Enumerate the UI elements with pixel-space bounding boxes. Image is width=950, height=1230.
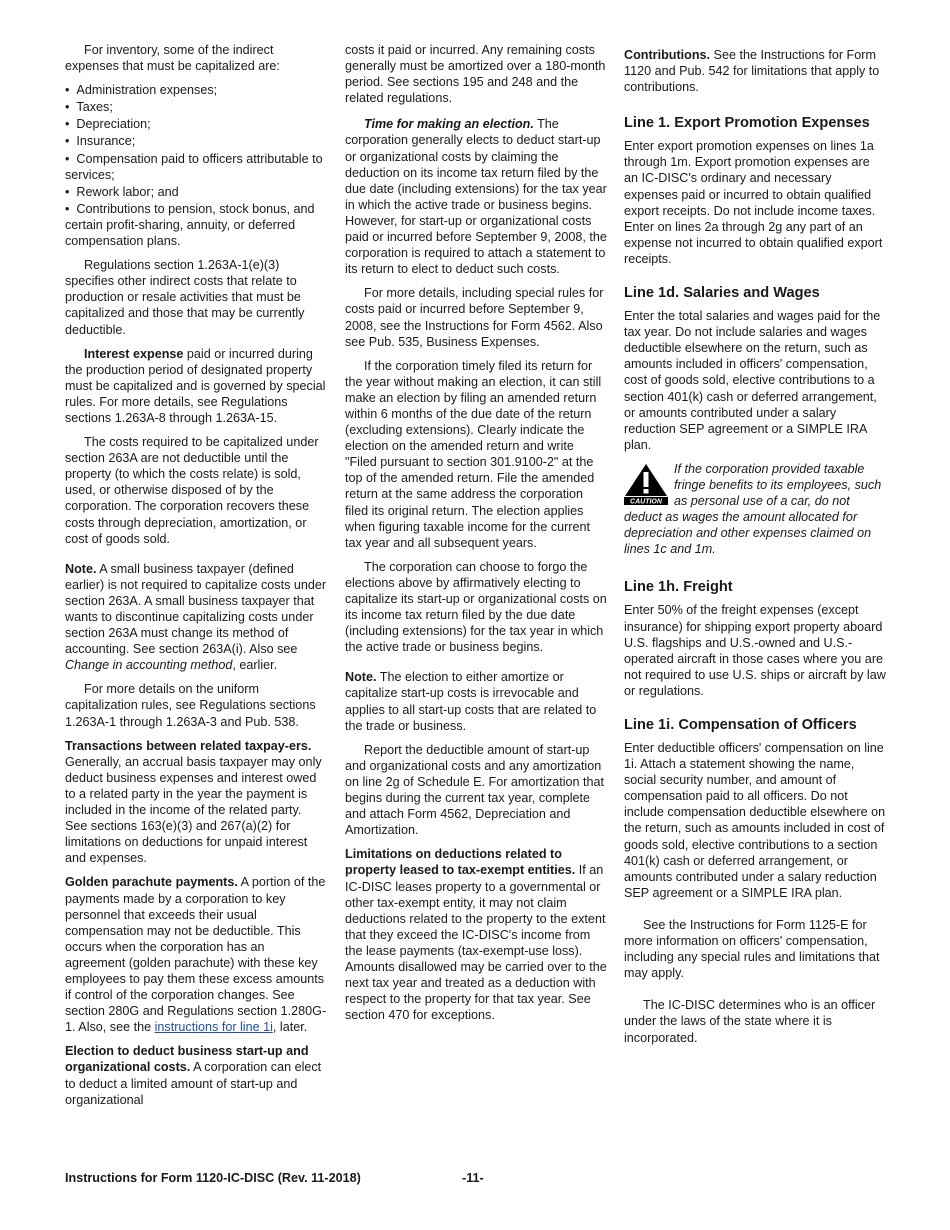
- column-2: [345, 42, 607, 1031]
- paragraph: [65, 1043, 327, 1107]
- paragraph: For inventory, some of the indirect expenses that must be capitalized are:: [65, 43, 280, 74]
- paragraph-text: Generally, an accrual basis taxpayer may only deduct business expenses and interest owed to a related party in the year the payment is included in the income of the related party. See sections 163(e)(3) and 267(a)(2) for limitations on deductions for unpaid interest and expenses.: [65, 754, 322, 866]
- paragraph: Enter the total salaries and wages paid for the tax year. Do not include salaries and wages deductible elsewhere on the return, such as amounts included in officers' compensation, cost of goods sold, elective contributions to a section 401(k) cash or deferred arrangement, or amounts contributed under a salary reduction SEP agreement or a SIMPLE IRA plan.: [624, 309, 881, 452]
- paragraph: [65, 874, 327, 1035]
- note-text: The election to either amortize or capitalize start-up costs is irrevocable and applies to all start-up costs that are related to the trade or business.: [345, 670, 597, 733]
- paragraph-text: If an IC-DISC leases property to a governmental or other tax-exempt entity, it may not claim deductions related to the property to the extent that they exceed the IC-DISC's income from the lease payments (tax-exempt-use loss). Amounts disallowed may be carried over to the next tax year and treated as a deduction with respect to the property for that tax year. See section 470 for exceptions.: [345, 863, 607, 1023]
- section-heading: Line 1. Export Promotion Expenses: [624, 115, 870, 132]
- note: [345, 669, 607, 733]
- paragraph: For more details on the uniform capitalization rules, see Regulations sections 1.263A-1 through 1.263A-3 and Pub. 538.: [65, 682, 316, 729]
- page-number: -11-: [462, 1171, 484, 1185]
- paragraph-text: See the Instructions for Form 1120 and Pub. 542 for limitations that apply to contributions.: [624, 48, 880, 95]
- note-italic: Change in accounting method: [65, 658, 233, 673]
- caution-text: If the corporation provided taxable fringe benefits to its employees, such as personal use of a car, do not deduct as wages the amount allocated for depreciation and other expenses claimed on lines 1c and 1m.: [624, 461, 882, 557]
- note-label: Note.: [65, 561, 97, 576]
- run-in-heading: Time for making an election.: [364, 117, 534, 132]
- run-in-heading: Limitations on deductions related to property leased to tax-exempt entities.: [345, 847, 576, 878]
- caution-box: [624, 461, 886, 558]
- section-heading: Line 1i. Compensation of Officers: [624, 717, 857, 733]
- run-in-heading: Contributions.: [624, 48, 711, 62]
- paragraph: For more details, including special rules for costs paid or incurred before September 9, 2008, see the Instructions for Form 4562. Also see Pub. 535, Business Expenses.: [345, 286, 604, 349]
- caution-label: CAUTION: [630, 498, 662, 505]
- note-label: Note.: [345, 670, 377, 685]
- column-1: [65, 42, 327, 1116]
- paragraph-text-end: , later.: [272, 1020, 308, 1035]
- paragraph-text: The corporation generally elects to deduct start-up or organizational costs by claiming the deduction on its income tax return filed by the due date (including extensions) for the tax year in which the active trade or business begins. However, for start-up or organizational costs paid or incurred before September 9, 2008, the corporation is required to attach a statement to its return to elect to deduct such costs.: [345, 117, 607, 277]
- footer-title: Instructions for Form 1120-IC-DISC (Rev. 11-2018): [65, 1171, 361, 1185]
- paragraph: Enter deductible officers' compensation on line 1i. Attach a statement showing the name, social security number, and amount of compensation paid to all officers. Do not include compensation deductible elsewhere on the return, such as amounts included in cost of goods sold, elective contributions to a section 401(k) cash or deferred arrangement, or amounts contributed under a salary reduction SEP agreement or a SIMPLE IRA plan.: [624, 741, 886, 900]
- section-heading: Line 1h. Freight: [624, 579, 733, 596]
- section-heading: Line 1d. Salaries and Wages: [624, 285, 820, 302]
- column-3: [624, 42, 886, 1054]
- paragraph: [345, 116, 607, 277]
- paragraph: [345, 846, 607, 1023]
- run-in-heading: Golden parachute payments.: [65, 875, 238, 890]
- list-item: • Administration expenses;: [65, 82, 327, 98]
- paragraph: If the corporation timely filed its return for the year without making an election, it can still make an election by filing an amended return within 6 months of the due date of the return (excluding extensions). Clearly indicate the election on the amended return and write "Filed pursuant to section 301.9100-2" at the top of the amended return. File the amended return at the same address the corporation filed its original return. The election applies when figuring taxable income for the current tax year and all subsequent years.: [345, 358, 602, 550]
- list-item: • Compensation paid to officers attributable to services;: [65, 151, 327, 183]
- paragraph: [624, 47, 886, 95]
- paragraph: costs it paid or incurred. Any remaining costs generally must be amortized over a 180-month period. See sections 195 and 248 and the related regulations.: [345, 43, 606, 106]
- paragraph-text: paid or incurred during the production period of designated property must be capitalized and is governed by special rules. For more details, see Regulations sections 1.263A-8 through 1.263A-15.: [65, 346, 326, 425]
- paragraph: The corporation can choose to forgo the elections above by affirmatively electing to capitalize its start-up or organizational costs on its income tax return filed by the due date (including extensions) for the tax year in which the active trade or business begins.: [345, 559, 607, 655]
- paragraph: The costs required to be capitalized under section 263A are not deductible until the property (to which the costs relate) is sold, used, or otherwise disposed of by the corporation. The corporation recovers these costs through depreciation, amortization, or cost of goods sold.: [65, 435, 319, 546]
- paragraph: Regulations section 1.263A-1(e)(3) specifies other indirect costs that relate to production or resale activities that must be capitalized and those that may be currently deductible.: [65, 258, 305, 337]
- note-text-end: , earlier.: [232, 658, 278, 673]
- list-item: • Rework labor; and: [65, 184, 327, 200]
- list-item: • Depreciation;: [65, 116, 327, 132]
- paragraph: See the Instructions for Form 1125-E for more information on officers' compensation, including any special rules and limitations that may apply.: [624, 917, 880, 981]
- list-item: • Contributions to pension, stock bonus, and certain profit-sharing, annuity, or deferred compensation plans.: [65, 201, 327, 249]
- caution-icon: [624, 463, 668, 505]
- run-in-heading: Transactions between related taxpay-ers.: [65, 738, 312, 753]
- run-in-heading: Interest expense: [84, 346, 184, 361]
- paragraph-text: A corporation can elect to deduct a limited amount of start-up and organizational: [65, 1060, 322, 1107]
- paragraph: The IC-DISC determines who is an officer under the laws of the state where it is incorporated.: [624, 998, 876, 1045]
- paragraph: Enter 50% of the freight expenses (except insurance) for shipping export property aboard U.S. flagships and U.S.-owned and U.S.-operated aircraft in those cases where you are not required to use U.S. ships or aircraft by law or regulations.: [624, 603, 886, 698]
- list-item: • Taxes;: [65, 99, 327, 115]
- note-text: A small business taxpayer (defined earlier) is not required to capitalize costs under section 263A. A small business taxpayer that wants to discontinue capitalizing costs under section 263A must change its method of accounting. See section 263A(i). Also see: [65, 561, 327, 657]
- paragraph: Enter export promotion expenses on lines 1a through 1m. Export promotion expenses are an IC-DISC's ordinary and necessary expenses paid or incurred to obtain qualified export receipts. Do not include income taxes. Enter on lines 2a through 2g any part of an expense not incurred to obtain qualified export receipts.: [624, 139, 883, 266]
- page-footer: [65, 1170, 885, 1186]
- paragraph-text: A portion of the payments made by a corporation to key personnel that exceeds their usual compensation may not be deductible. This occurs when the corporation has an agreement (golden parachute) with these key employees to pay them these excess amounts if control of the corporation changes. See section 280G and Regulations section 1.280G-1. Also, see the: [65, 875, 327, 1035]
- note: [65, 561, 327, 674]
- bullet-list: [65, 82, 327, 249]
- paragraph: [65, 738, 327, 867]
- instructions-line-1i-link[interactable]: instructions for line 1i: [154, 1020, 273, 1035]
- run-in-heading: Election to deduct business start-up and organizational costs.: [65, 1044, 309, 1075]
- paragraph: [65, 346, 327, 426]
- paragraph: Report the deductible amount of start-up and organizational costs and any amortization on line 2g of Schedule E. For amortization that begins during the current tax year, complete and attach Form 4562, Depreciation and Amortization.: [345, 742, 605, 838]
- list-item: • Insurance;: [65, 133, 327, 149]
